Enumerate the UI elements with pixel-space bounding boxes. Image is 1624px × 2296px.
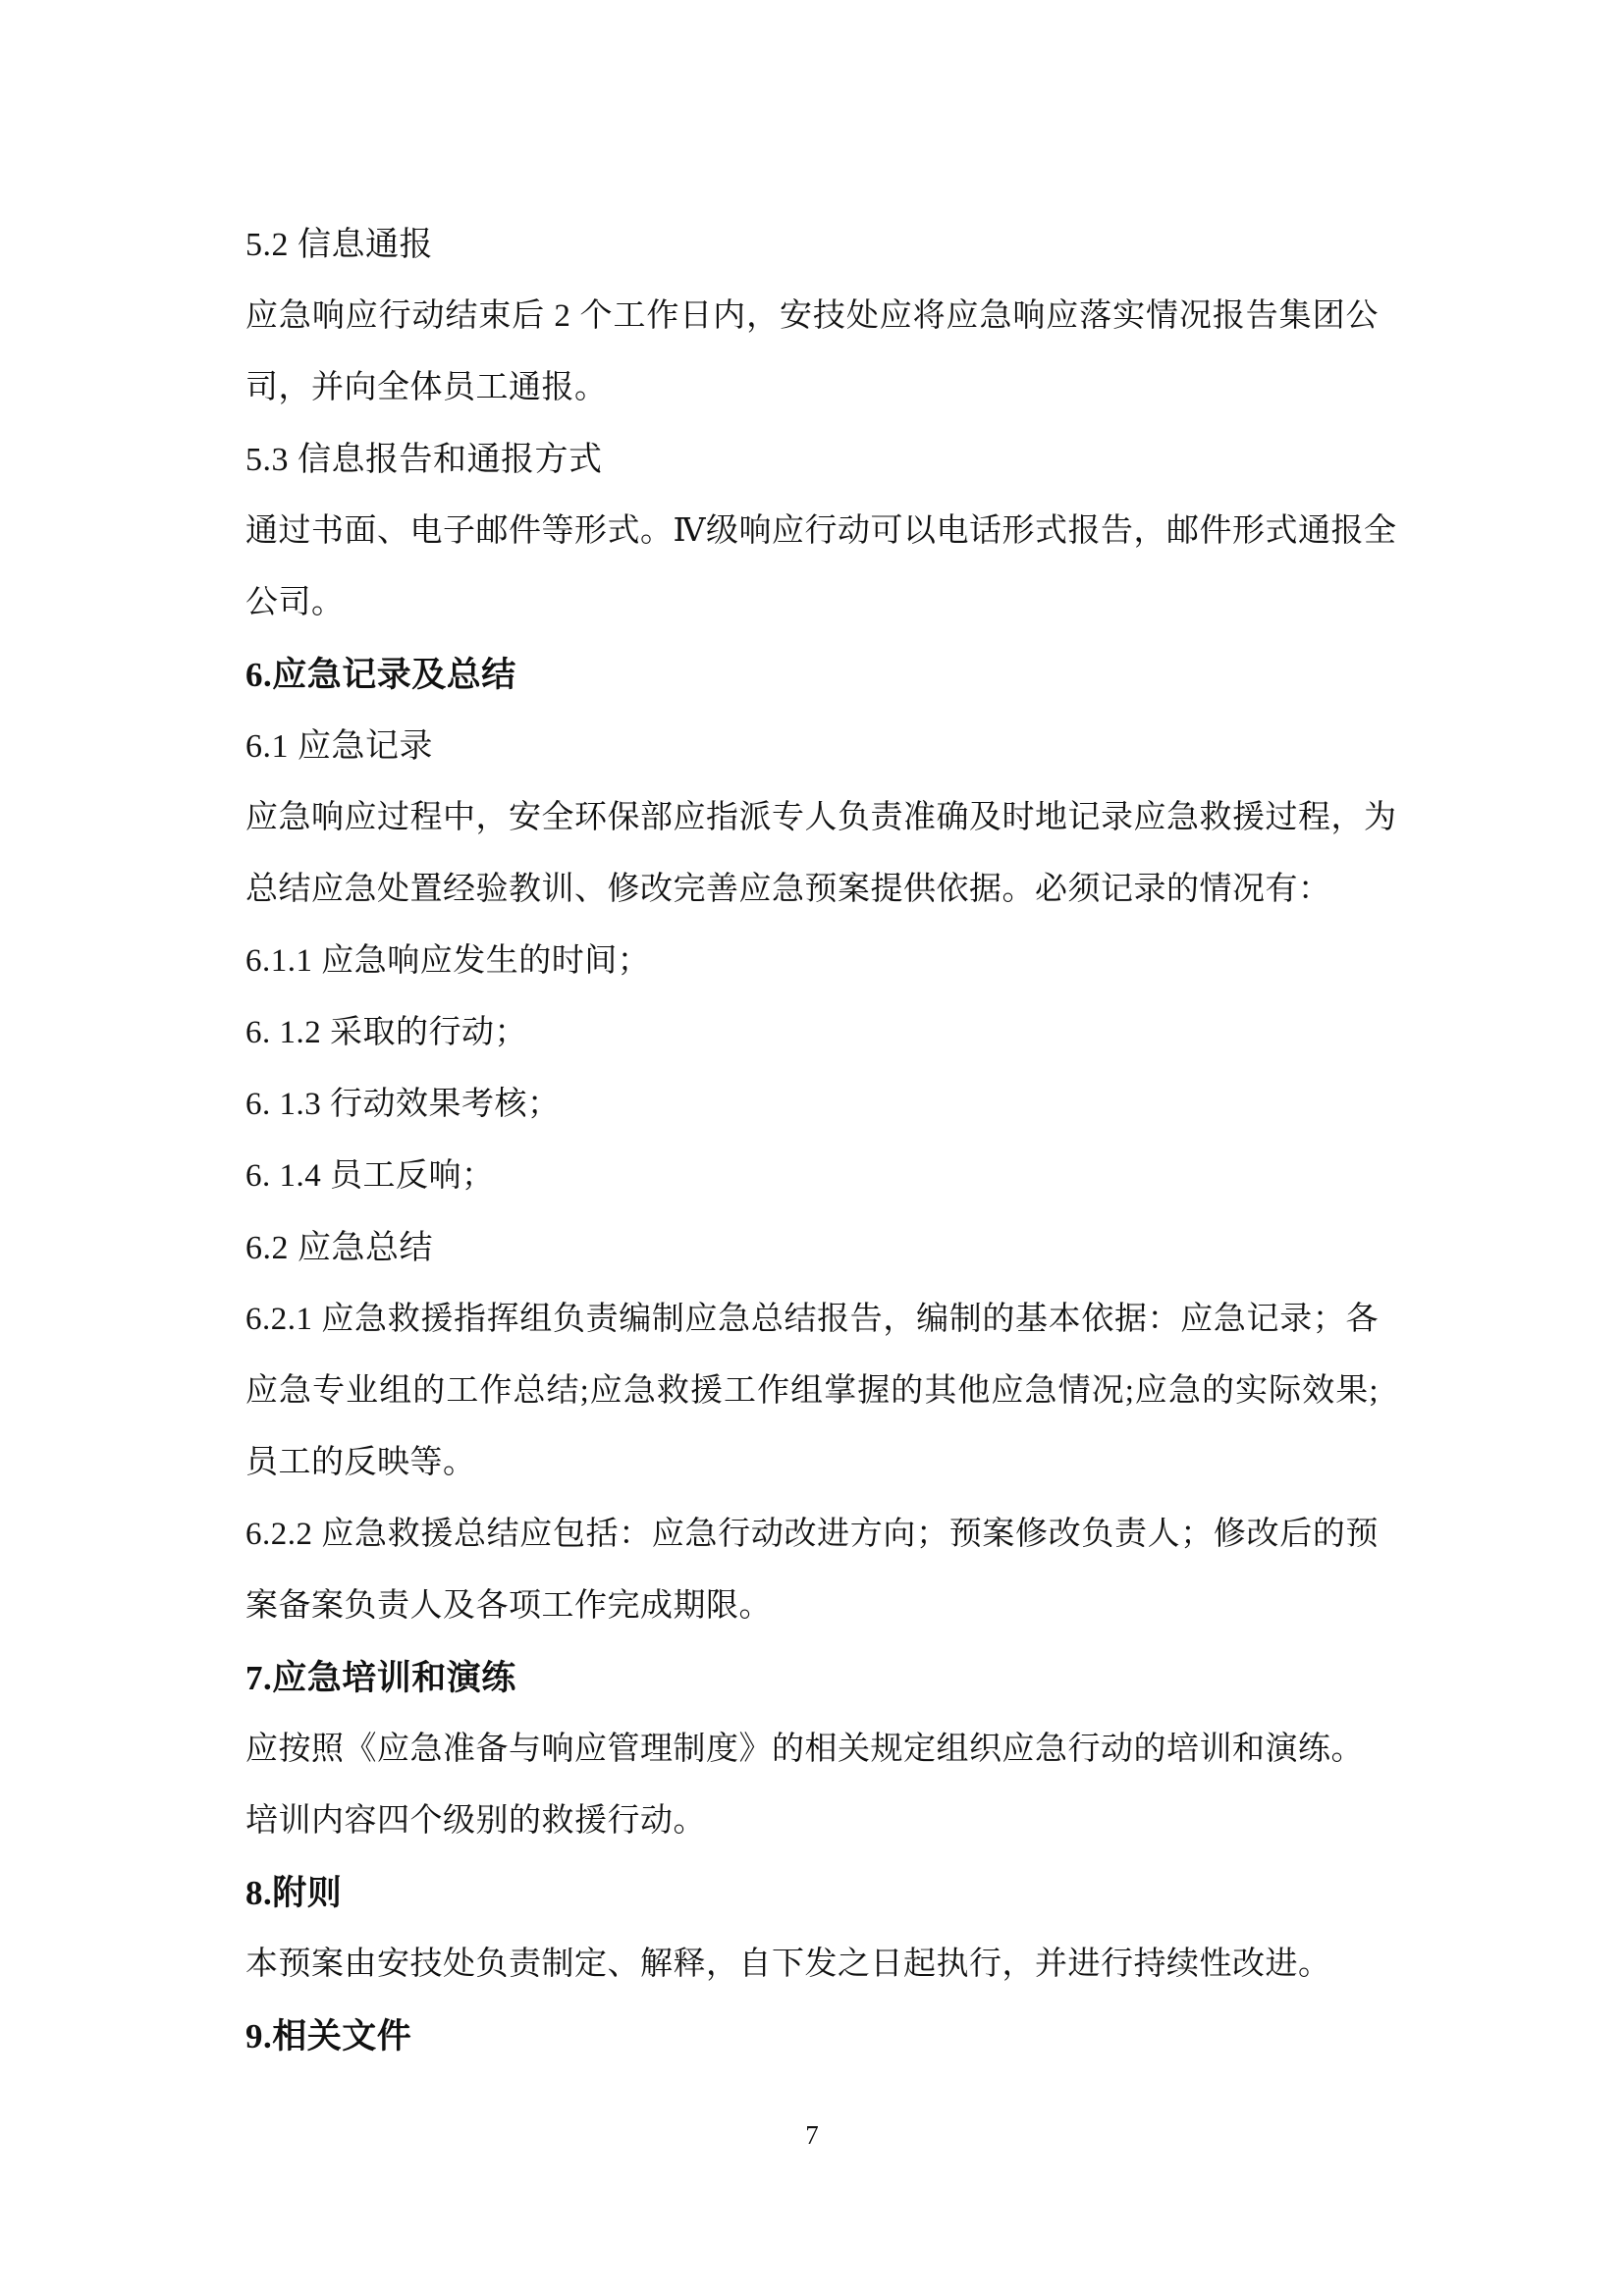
document-body: [245, 209, 1397, 2072]
subsection-heading-6-2: 6.2 应急总结: [245, 1230, 433, 1266]
document-line: 应急响应过程中，安全环保部应指派专人负责准确及时地记录应急救援过程，为: [245, 800, 1397, 835]
document-line: 总结应急处置经验教训、修改完善应急预案提供依据。必须记录的情况有：: [245, 872, 1331, 907]
section-heading-7: 7.应急培训和演练: [245, 1659, 516, 1697]
list-item-6-1-1: 6.1.1 应急响应发生的时间；: [245, 943, 651, 979]
document-line: 应急专业组的工作总结;应急救援工作组掌握的其他应急情况;应急的实际效果;: [245, 1373, 1379, 1409]
document-line: 本预案由安技处负责制定、解释，自下发之日起执行，并进行持续性改进。: [245, 1947, 1331, 1982]
document-line: 员工的反映等。: [245, 1445, 476, 1480]
section-heading-9: 9.相关文件: [245, 2017, 412, 2056]
subsection-heading-5-2: 5.2 信息通报: [245, 227, 433, 263]
document-line: 应急响应行动结束后 2 个工作日内，安技处应将应急响应落实情况报告集团公: [245, 298, 1379, 334]
document-line: 培训内容四个级别的救援行动。: [245, 1803, 706, 1839]
section-heading-8: 8.附则: [245, 1874, 343, 1912]
subsection-heading-5-3: 5.3 信息报告和通报方式: [245, 442, 603, 478]
document-line: 司，并向全体员工通报。: [245, 370, 608, 405]
subsection-heading-6-1: 6.1 应急记录: [245, 728, 433, 765]
list-item-6-1-4: 6. 1.4 员工反响；: [245, 1158, 495, 1194]
document-line: 公司。: [245, 585, 345, 620]
list-item-6-1-2: 6. 1.2 采取的行动；: [245, 1015, 527, 1050]
document-line: 6.2.1 应急救援指挥组负责编制应急总结报告，编制的基本依据：应急记录；各: [245, 1302, 1379, 1337]
document-line: 通过书面、电子邮件等形式。Ⅳ级响应行动可以电话形式报告，邮件形式通报全: [245, 513, 1397, 549]
document-line: 6.2.2 应急救援总结应包括：应急行动改进方向；预案修改负责人；修改后的预: [245, 1517, 1379, 1552]
list-item-6-1-3: 6. 1.3 行动效果考核；: [245, 1087, 561, 1122]
section-heading-6: 6.应急记录及总结: [245, 656, 516, 694]
document-line: 案备案负责人及各项工作完成期限。: [245, 1588, 772, 1624]
document-line: 应按照《应急准备与响应管理制度》的相关规定组织应急行动的培训和演练。: [245, 1732, 1364, 1767]
page-number: 7: [805, 2120, 819, 2150]
